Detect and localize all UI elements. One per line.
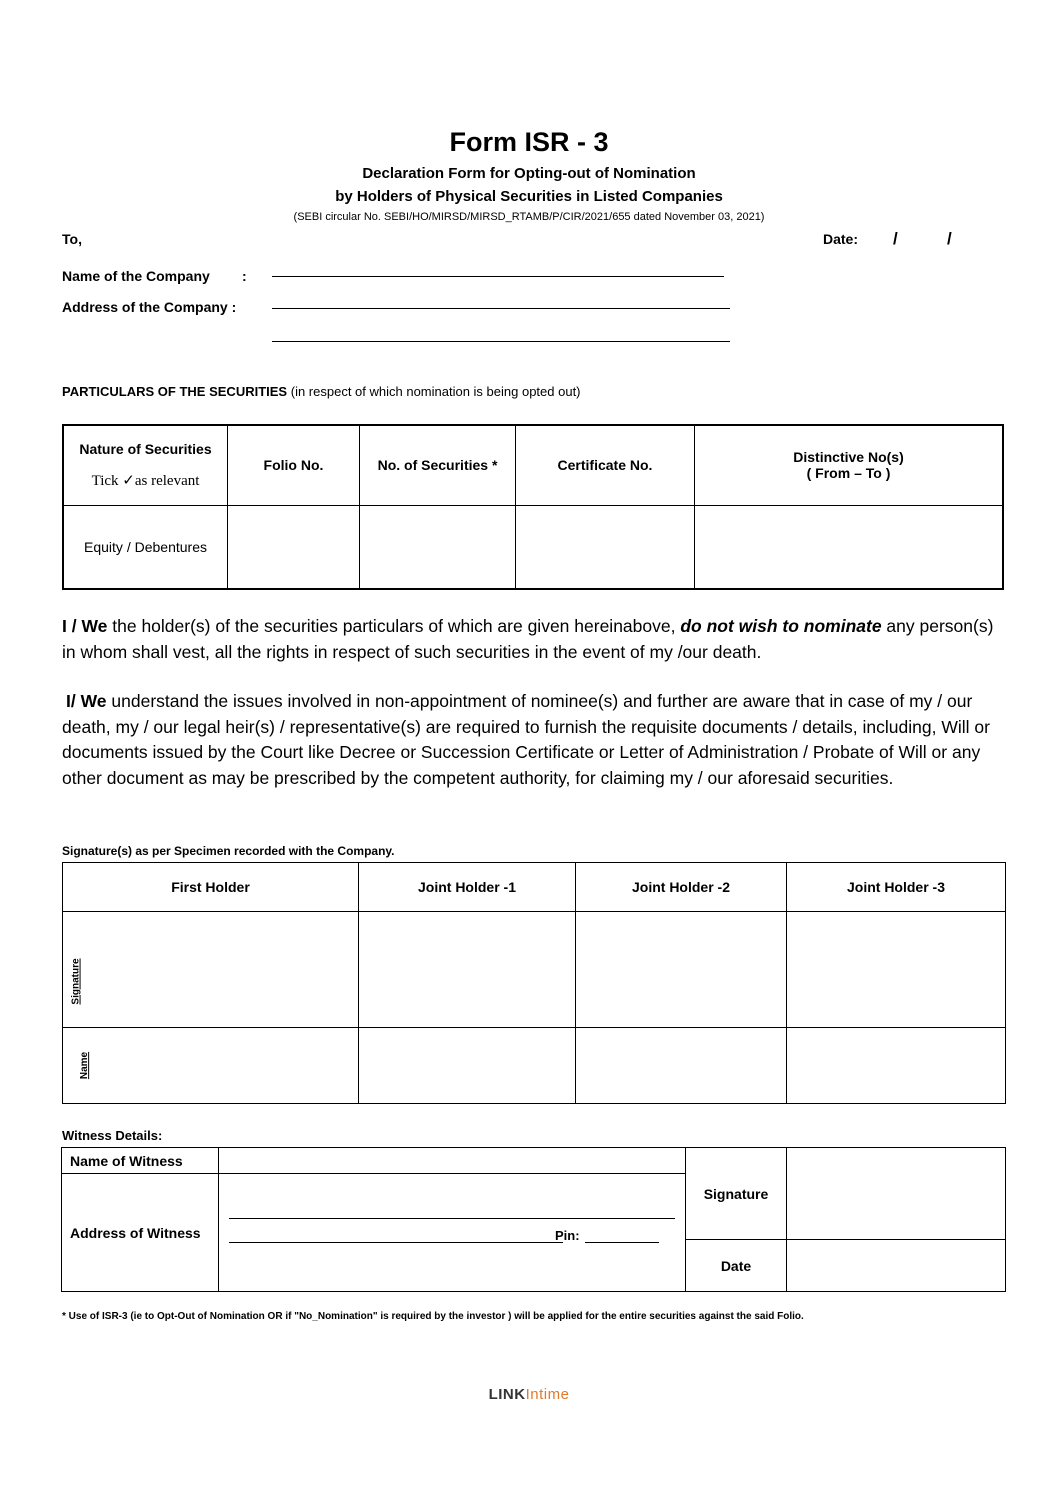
pin-line bbox=[585, 1242, 659, 1243]
date-label: Date: bbox=[823, 231, 859, 247]
col-no-of-securities: No. of Securities * bbox=[360, 425, 516, 505]
witness-date-label: Date bbox=[686, 1240, 787, 1292]
securities-table bbox=[62, 424, 1004, 590]
first-holder-signature-cell[interactable] bbox=[63, 912, 359, 1028]
form-title: Form ISR - 3 bbox=[449, 127, 609, 157]
company-address-field-1[interactable] bbox=[272, 308, 730, 309]
tick-note: Tick ✓as relevant bbox=[91, 472, 200, 489]
name-row-label: Name bbox=[79, 1051, 91, 1080]
col-distinctive-no: Distinctive No(s) ( From – To ) bbox=[695, 425, 1004, 505]
circular-reference: (SEBI circular No. SEBI/HO/MIRSD/MIRSD_RTAMB/P/CIR/2021/655 dated November 03, 2021) bbox=[293, 211, 765, 223]
joint-holder-3-signature-cell[interactable] bbox=[787, 912, 1006, 1028]
declaration-paragraph-2: I/ We understand the issues involved in non-appointment of nominee(s) and further are aware that in case of my / our death, my / our legal heir(s) / representative(s) are required to furnish the requisite documents / details, including, Will or documents issued by the Court like Decree or Succession Certificate or Letter of Administration / Probate of Will or any other document as may be prescribed by the competent authority, for claiming my / our aforesaid securities. bbox=[62, 691, 990, 788]
particulars-heading: PARTICULARS OF THE SECURITIES (in respect of which nomination is being opted out) bbox=[62, 384, 581, 399]
to-label: To, bbox=[62, 231, 82, 247]
col-nature-of-securities: Nature of Securities Tick ✓as relevant bbox=[63, 425, 228, 505]
pin-label: Pin: bbox=[555, 1228, 580, 1243]
signatures-heading: Signature(s) as per Specimen recorded with the Company. bbox=[62, 844, 395, 858]
no-of-securities-cell[interactable] bbox=[360, 505, 516, 589]
address-line-2 bbox=[229, 1242, 563, 1243]
col-joint-holder-1: Joint Holder -1 bbox=[359, 863, 576, 912]
witness-address-label: Address of Witness bbox=[62, 1174, 219, 1292]
joint-holder-2-signature-cell[interactable] bbox=[576, 912, 787, 1028]
witness-address-cell[interactable] bbox=[219, 1174, 686, 1292]
witness-name-cell[interactable] bbox=[219, 1148, 686, 1174]
col-joint-holder-3: Joint Holder -3 bbox=[787, 863, 1006, 912]
company-address-label: Address of the Company : bbox=[62, 299, 237, 315]
witness-heading: Witness Details: bbox=[62, 1128, 163, 1143]
witness-table bbox=[61, 1147, 1006, 1292]
witness-signature-cell[interactable] bbox=[787, 1148, 1006, 1240]
witness-date-cell[interactable] bbox=[787, 1240, 1006, 1292]
first-holder-name-cell[interactable] bbox=[63, 1028, 359, 1104]
address-line-1 bbox=[229, 1218, 675, 1219]
joint-holder-2-name-cell[interactable] bbox=[576, 1028, 787, 1104]
col-certificate-no: Certificate No. bbox=[516, 425, 695, 505]
joint-holder-1-signature-cell[interactable] bbox=[359, 912, 576, 1028]
col-joint-holder-2: Joint Holder -2 bbox=[576, 863, 787, 912]
declaration-paragraph-1: I / We the holder(s) of the securities particulars of which are given hereinabove, do not wish to nominate any person(s) in whom shall vest, all the rights in respect of such securities in the event of my /our death. bbox=[62, 616, 994, 662]
link-intime-logo: LINKIntime bbox=[488, 1386, 570, 1403]
signature-row-label: Signature bbox=[70, 958, 82, 1005]
col-first-holder: First Holder bbox=[63, 863, 359, 912]
signatures-table bbox=[62, 862, 1006, 1104]
form-subtitle-1: Declaration Form for Opting-out of Nomination bbox=[362, 165, 696, 182]
distinctive-no-cell[interactable] bbox=[695, 505, 1004, 589]
company-name-field[interactable] bbox=[272, 276, 724, 277]
folio-no-cell[interactable] bbox=[228, 505, 360, 589]
col-folio-no: Folio No. bbox=[228, 425, 360, 505]
witness-signature-label: Signature bbox=[686, 1148, 787, 1240]
joint-holder-3-name-cell[interactable] bbox=[787, 1028, 1006, 1104]
footnote: * Use of ISR-3 (ie to Opt-Out of Nomination OR if "No_Nomination" is required by the investor ) will be applied for the entire securities against the said Folio. bbox=[62, 1311, 804, 1322]
witness-name-label: Name of Witness bbox=[62, 1148, 219, 1174]
company-address-field-2[interactable] bbox=[272, 341, 730, 342]
date-separator-1: / bbox=[893, 229, 898, 248]
company-name-label: Name of the Company bbox=[62, 268, 210, 284]
certificate-no-cell[interactable] bbox=[516, 505, 695, 589]
equity-debentures-label: Equity / Debentures bbox=[63, 505, 228, 589]
company-name-colon: : bbox=[242, 268, 247, 284]
date-separator-2: / bbox=[947, 229, 952, 248]
joint-holder-1-name-cell[interactable] bbox=[359, 1028, 576, 1104]
form-subtitle-2: by Holders of Physical Securities in Listed Companies bbox=[335, 188, 723, 205]
